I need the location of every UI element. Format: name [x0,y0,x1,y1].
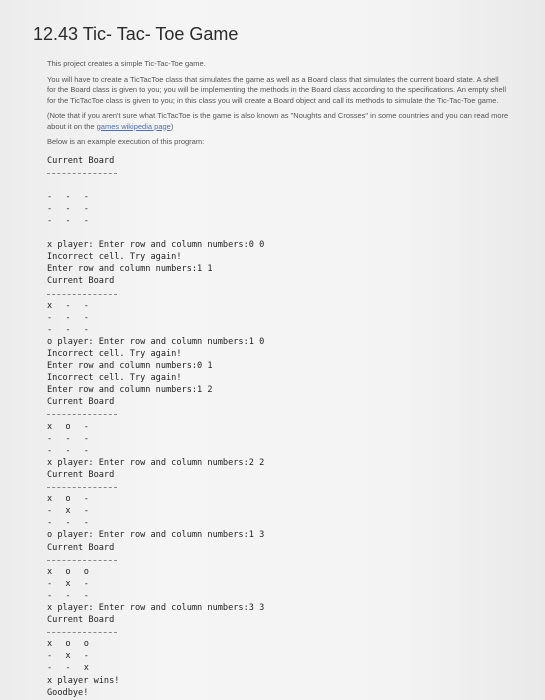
note-paragraph [47,111,509,132]
console-line: Enter row and column numbers:0 1 [47,361,213,372]
board-row: - x - [47,506,93,517]
board-divider [47,481,509,493]
board-divider [47,288,509,300]
console-line: o player: Enter row and column numbers:1 0 [47,336,265,347]
console-line: x player: Enter row and column numbers:3 3 [47,602,265,613]
console-line: Goodbye! [47,687,89,698]
intro-text: This project creates a simple Tic-Tac-Toe game. [47,59,206,68]
console-line: Incorrect cell. Try again! [47,252,182,263]
board-row: - - - [47,191,93,202]
board-row: - - - [47,324,93,335]
console-line: Current Board [47,615,115,626]
board-row: - - - [47,433,93,444]
blank-line [47,179,509,191]
board-divider [47,554,509,566]
console-output [47,155,509,699]
board-row: x o - [47,421,93,432]
console-line: Current Board [47,397,115,408]
console-line: o player: Enter row and column numbers:1 3 [47,530,265,541]
console-line: Enter row and column numbers:1 1 [47,264,213,275]
board-row: - - - [47,312,93,323]
note-suffix: ) [170,121,174,131]
board-row: - - - [47,445,93,456]
console-line: x player wins! [47,675,120,686]
console-line: Current Board [47,542,115,553]
console-line: Incorrect cell. Try again! [47,349,182,359]
board-row: - - - [47,203,93,214]
board-divider [47,626,509,638]
console-line: Incorrect cell. Try again! [47,373,182,384]
board-row: - - - [47,518,93,529]
board-row: - x - [47,651,93,662]
console-line: Enter row and column numbers:1 2 [47,385,213,396]
board-divider [47,167,509,179]
board-row: - x - [47,578,93,589]
console-line: Current Board [47,469,115,480]
console-line: Current Board [47,155,115,166]
board-divider [47,408,509,420]
console-line: x player: Enter row and column numbers:0 0 [47,240,265,251]
blank-line [47,227,509,239]
board-row: x - - [47,300,93,311]
page-title: 12.43 Tic- Tac- Toe Game [33,24,239,44]
console-line: x player: Enter row and column numbers:2 2 [47,457,265,468]
board-row: x o o [47,566,93,577]
description-paragraph: You will have to create a TicTacToe class that simulates the game as well as a Board class that simulates the current board state. A shell for the Board class is given to you; you will be implementing the methods in the Board class according to the specifications. An empty shell for the TicTacToe class is given to you; in this class you will create a Board object and call its methods to simulate the Tic-Tac-Toe game. [47,74,506,105]
wikipedia-link[interactable]: games wikipedia page [96,121,171,131]
board-row: - - - [47,590,93,601]
example-label: Below is an example execution of this program: [47,137,205,146]
board-row: - - x [47,663,93,674]
board-row: - - - [47,215,93,226]
note-prefix: (Note that if you aren't sure what TicTacToe is the game is also known as "Noughts and Crosses" in some countries and you can read more about it on the [47,111,509,131]
board-row: x o - [47,494,93,505]
board-row: x o o [47,639,93,650]
console-line: Current Board [47,276,115,287]
